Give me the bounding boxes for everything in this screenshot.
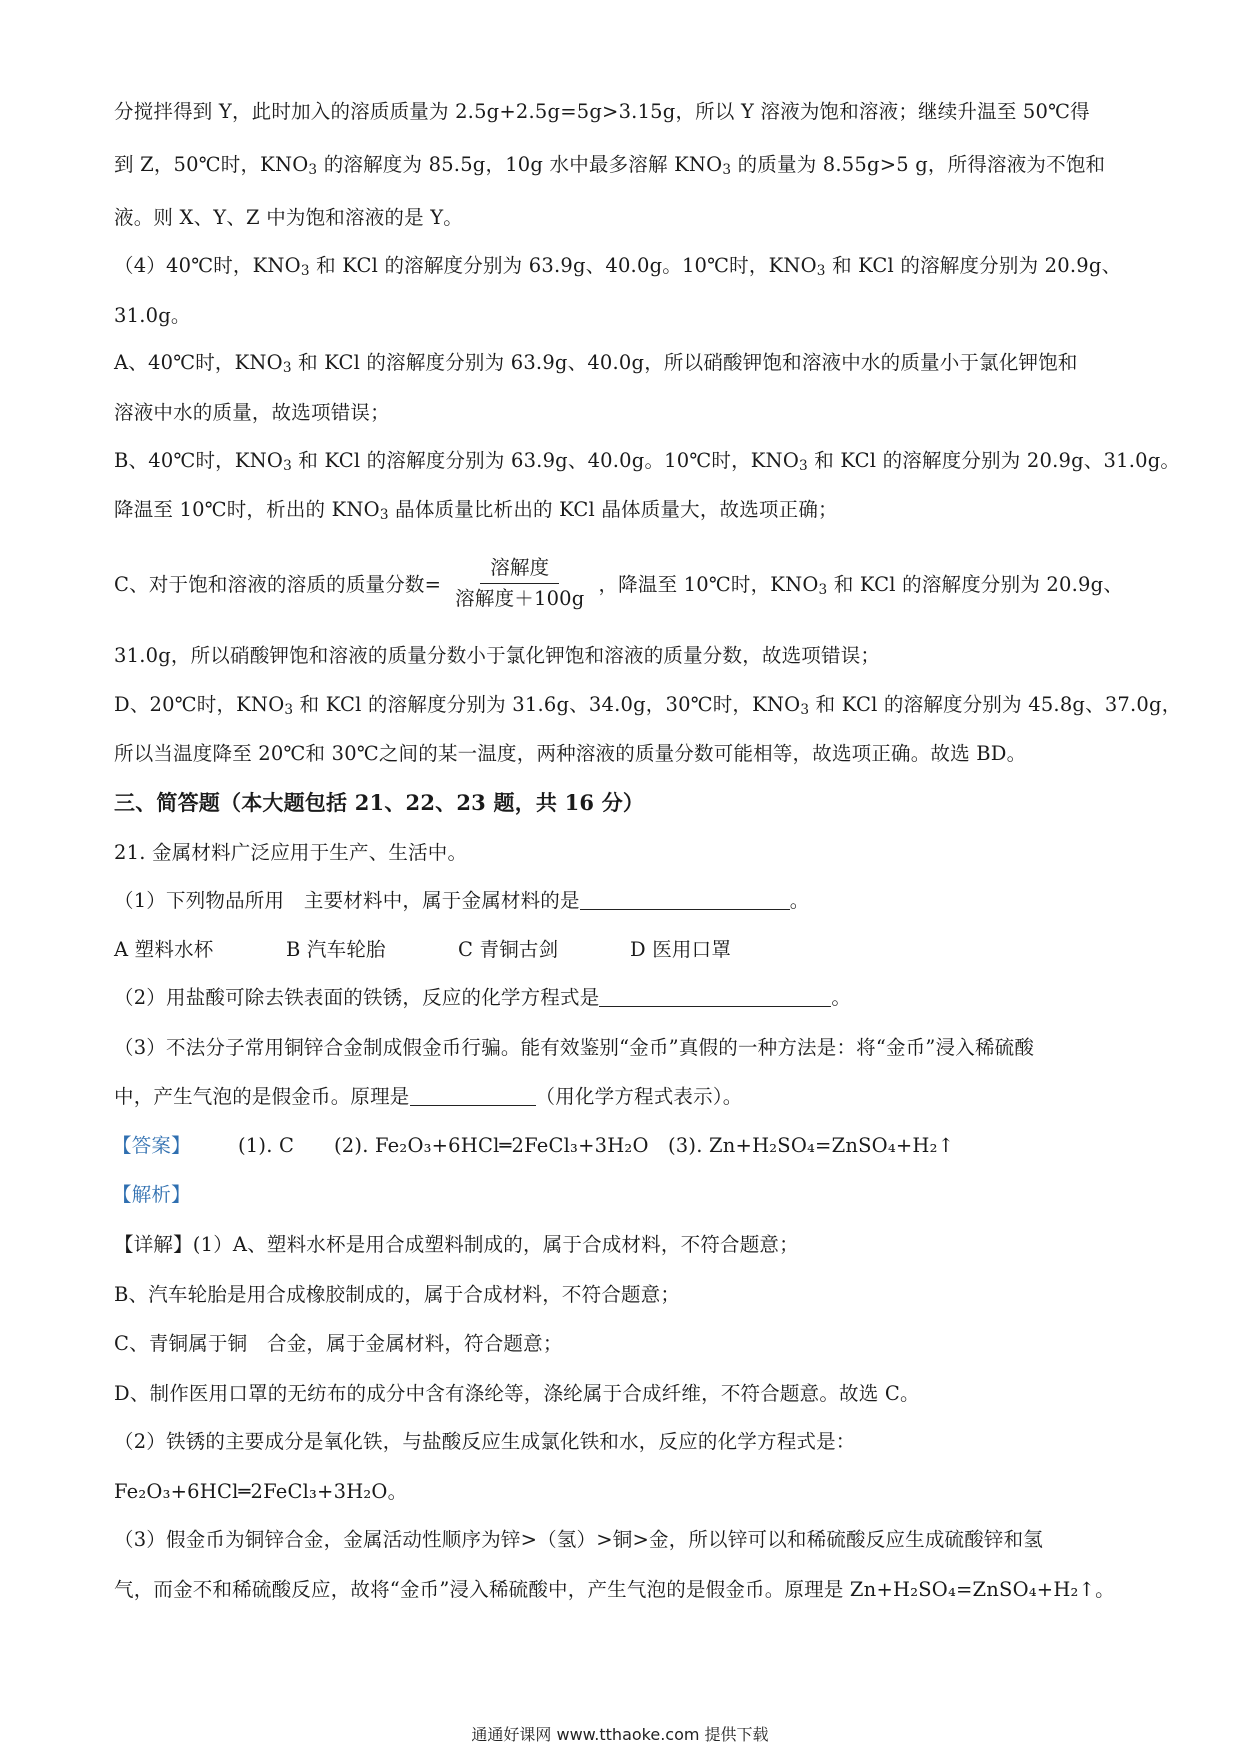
text-line: （4）40℃时，$KNO_3$ 和 KCl 的溶解度分别为 63.9g、40.0g。10℃时，$KNO_3$ 和 KCl 的溶解度分别为 20.9g、 (114, 254, 1122, 279)
option-b: B 汽车轮胎 (286, 938, 386, 961)
text-line: 31.0g。 (114, 304, 191, 327)
text-line: 所以当温度降至 20℃和 30℃之间的某一温度，两种溶液的质量分数可能相等，故选项正确。故选 BD。 (114, 742, 1027, 765)
option-d: D 医用口罩 (630, 938, 732, 961)
answer-tag: 【答案】 (112, 1134, 191, 1157)
question-part: （3）不法分子常用铜锌合金制成假金币行骗。能有效鉴别“金币”真假的一种方法是：将“金币”浸入稀硫酸 (114, 1036, 1035, 1059)
fraction-denominator: 溶解度＋100g (455, 587, 585, 610)
text-line-fraction: C、对于饱和溶液的溶质的质量分数= $\frac{\text{溶解度}}{\text{溶解度＋100g}}$ ，降温至 10℃时，$KNO_3$ 和 KCl 的溶解度分别为 20.9g、 (114, 556, 1124, 610)
text-line: 液。则 X、Y、Z 中为饱和溶液的是 Y。 (114, 206, 463, 229)
answer-blank (580, 889, 790, 910)
section-heading: 三、简答题（本大题包括 21、22、23 题，共 16 分） (114, 790, 645, 815)
page-footer: 通通好课网 www.tthaoke.com 提供下载 (471, 1725, 769, 1744)
question-part: 中，产生气泡的是假金币。原理是 （用化学方程式表示）。 (114, 1085, 743, 1108)
text-line: 【详解】(1）A、塑料水杯是用合成塑料制成的，属于合成材料，不符合题意； (114, 1233, 799, 1256)
text-line: 31.0g，所以硝酸钾饱和溶液的质量分数小于氯化钾饱和溶液的质量分数，故选项错误； (114, 644, 881, 667)
answer-3: (3). Zn+H₂SO₄=ZnSO₄+H₂↑ (668, 1134, 955, 1157)
text-line: C、青铜属于铜 合金，属于金属材料，符合题意； (114, 1332, 563, 1355)
answer-line (112, 1131, 954, 1161)
text-line: Fe₂O₃+6HCl═2FeCl₃+3H₂O。 (114, 1480, 408, 1503)
question-part: （1）下列物品所用 主要材料中，属于金属材料的是 。 (114, 889, 810, 912)
text-line: B、汽车轮胎是用合成橡胶制成的，属于合成材料，不符合题意； (114, 1283, 681, 1306)
text-line: （2）铁锈的主要成分是氧化铁，与盐酸反应生成氯化铁和水，反应的化学方程式是： (114, 1430, 856, 1453)
text-line: 气，而金不和稀硫酸反应，故将“金币”浸入稀硫酸中，产生气泡的是假金币。原理是 Zn+H₂SO₄=ZnSO₄+H₂↑。 (114, 1578, 1115, 1601)
answer-2: (2). Fe₂O₃+6HCl═2FeCl₃+3H₂O (334, 1134, 649, 1157)
option-c: C 青铜古剑 (458, 938, 559, 961)
text-line: B、40℃时，$KNO_3$ 和 KCl 的溶解度分别为 63.9g、40.0g。10℃时，$KNO_3$ 和 KCl 的溶解度分别为 20.9g、31.0g。 (114, 449, 1181, 474)
text-line: （3）假金币为铜锌合金，金属活动性顺序为锌>（氢）>铜>金，所以锌可以和稀硫酸反应生成硫酸锌和氢 (114, 1528, 1044, 1551)
fraction-numerator: 溶解度 (480, 555, 559, 584)
option-a: A 塑料水杯 (114, 938, 214, 961)
text-line: D、制作医用口罩的无纺布的成分中含有涤纶等，涤纶属于合成纤维，不符合题意。故选 C。 (114, 1382, 920, 1405)
text-line: D、20℃时，$KNO_3$ 和 KCl 的溶解度分别为 31.6g、34.0g，30℃时，$KNO_3$ 和 KCl 的溶解度分别为 45.8g、37.0g， (114, 693, 1182, 718)
option-row (114, 935, 731, 965)
analysis-tag: 【解析】 (112, 1183, 191, 1206)
text-line: 到 Z，50℃时，$KNO_3$ 的溶解度为 85.5g，10g 水中最多溶解 $KNO_3$ 的质量为 8.55g>5 g，所得溶液为不饱和 (114, 153, 1106, 178)
text-line: 溶液中水的质量，故选项错误； (114, 401, 390, 424)
text-line: 降温至 10℃时，析出的 $KNO_3$ 晶体质量比析出的 KCl 晶体质量大，故选项正确； (114, 498, 838, 523)
answer-blank (410, 1085, 536, 1106)
question-part: （2）用盐酸可除去铁表面的铁锈，反应的化学方程式是 。 (114, 986, 852, 1009)
text-line: 分搅拌得到 Y，此时加入的溶质质量为 2.5g+2.5g=5g>3.15g，所以 Y 溶液为饱和溶液；继续升温至 50℃得 (114, 100, 1090, 123)
answer-1: (1). C (238, 1134, 295, 1157)
fraction (445, 555, 594, 612)
text-line: A、40℃时，$KNO_3$ 和 KCl 的溶解度分别为 63.9g、40.0g，所以硝酸钾饱和溶液中水的质量小于氯化钾饱和 (114, 351, 1078, 376)
question-title: 21. 金属材料广泛应用于生产、生活中。 (114, 841, 468, 864)
answer-blank (599, 986, 831, 1007)
